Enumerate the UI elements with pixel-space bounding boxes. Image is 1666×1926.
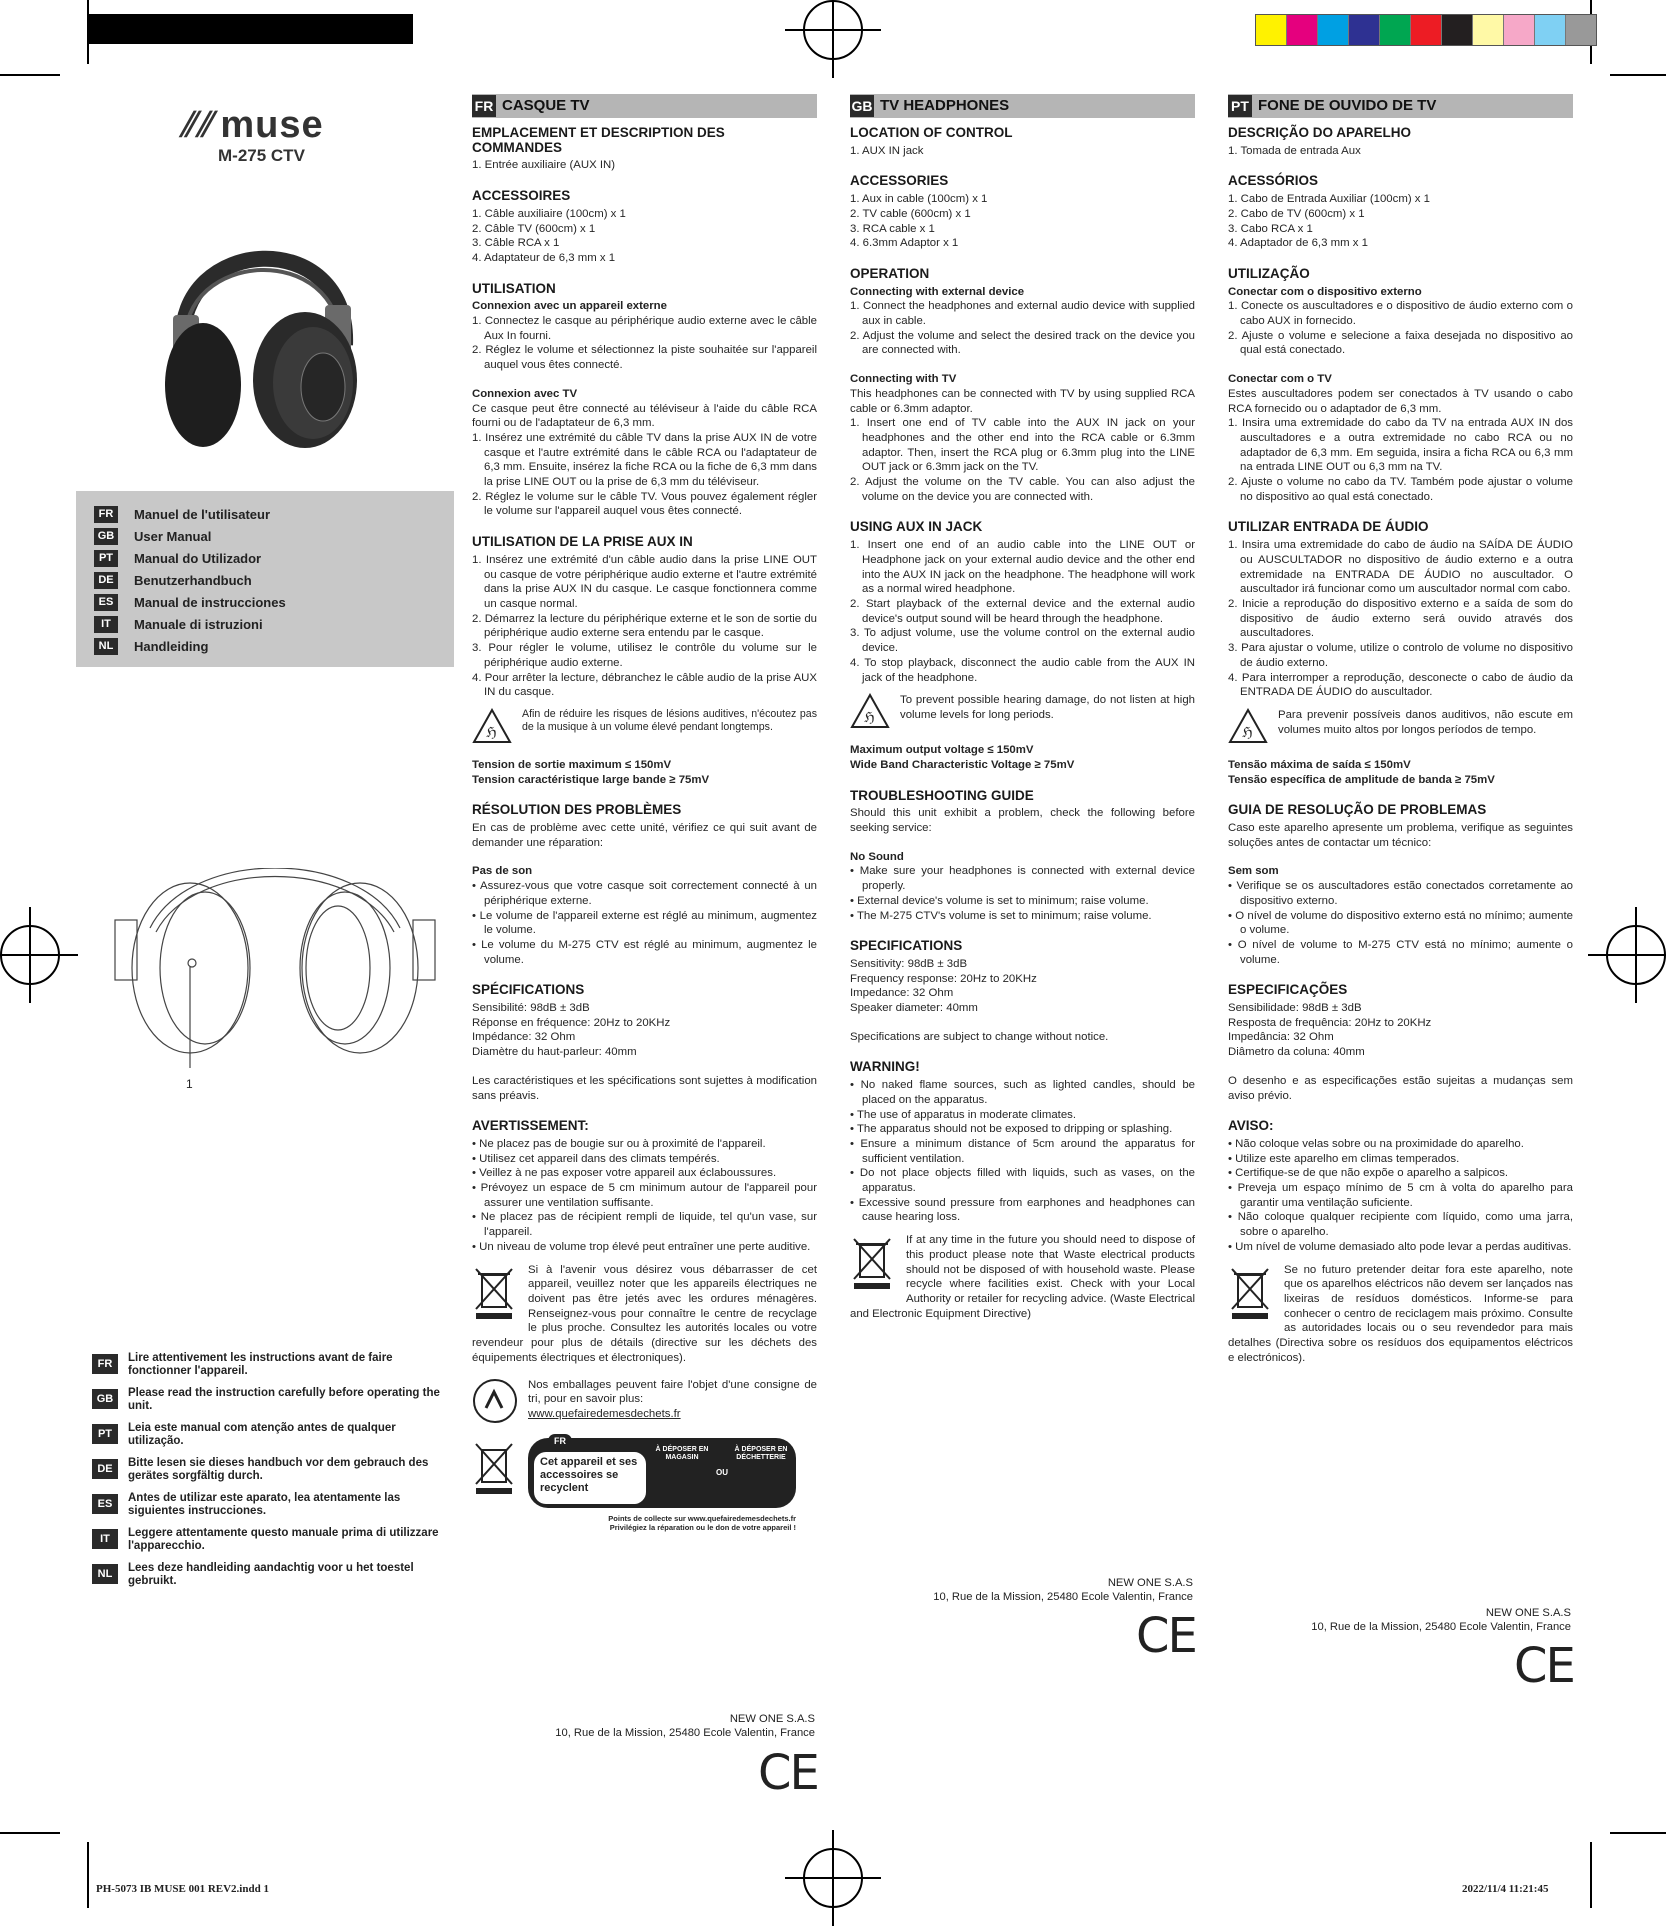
language-code: FR: [92, 1354, 118, 1374]
voltage-spec: Tensão específica de amplitude de banda ≥ 75mV: [1228, 773, 1495, 786]
heading: GUIA DE RESOLUÇÃO DE PROBLEMAS: [1228, 802, 1487, 818]
bullet-list: [472, 1137, 817, 1255]
list-item: 2. Adjust the volume on the TV cable. You can also adjust the volume on the device you are connected with.: [850, 476, 1195, 503]
recycle-store: À DÉPOSER EN MAGASIN: [655, 1445, 709, 1461]
color-swatch: [1504, 15, 1535, 45]
section-header: [850, 94, 1195, 118]
read-first-text: Please read the instruction carefully before operating the unit.: [128, 1387, 440, 1412]
list-item: 2. Inicie a reprodução do dispositivo externo e a saída de som do dispositivo de áudio externo será ouvido através dos auscultadores.: [1228, 597, 1573, 640]
list-item: Sensibilité: 98dB ± 3dB: [472, 1002, 590, 1015]
section-title: CASQUE TV: [502, 96, 590, 114]
heading: UTILIZAÇÃO: [1228, 265, 1310, 281]
list-item: 1. Insérez une extrémité d'un câble audio dans la prise LINE OUT ou casque de votre périphérique audio externe et l'autre extrémité dans la prise AUX IN du casque. Le casque fonctionnera comme un casque normal.: [472, 553, 817, 610]
list-item: • The M-275 CTV's volume is set to minimum; raise volume.: [850, 909, 1152, 922]
list-item: • O nível de volume do dispositivo externo está no mínimo; aumente o volume.: [1228, 909, 1573, 937]
read-first-item: [92, 1562, 452, 1588]
list-item: • Não coloque velas sobre ou na proximidade do aparelho.: [1228, 1137, 1524, 1150]
svg-text:ℌ: ℌ: [864, 710, 875, 727]
list-item: • Verifique se os auscultadores estão conectados corretamente ao dispositivo externo.: [1228, 880, 1573, 907]
language-code: NL: [94, 638, 118, 655]
heading: ESPECIFICAÇÕES: [1228, 982, 1348, 998]
list-item: Impedância: 32 Ohm: [1228, 1031, 1334, 1044]
specs-list: [1228, 1001, 1573, 1060]
section-title: FONE DE OUVIDO DE TV: [1258, 96, 1437, 114]
recycle-dump: À DÉPOSER EN DÉCHETTERIE: [734, 1445, 788, 1461]
crop-mark: [0, 74, 60, 76]
language-code: IT: [92, 1529, 118, 1549]
read-first-text: Lire attentivement les instructions avant de faire fonctionner l'appareil.: [128, 1352, 393, 1377]
heading: LOCATION OF CONTROL: [850, 125, 1013, 140]
list-item: 4. Para interromper a reprodução, desconecte o cabo de áudio da ENTRADA DE ÁUDIO do auscultador.: [1228, 671, 1573, 699]
list-item: 1. Insérez une extrémité du câble TV dans la prise AUX IN de votre casque et l'autre extrémité dans le câble RCA ou l'adaptateur de 6,3 mm. Ensuite, insérez la fiche RCA ou la fiche de 6,3 mm dans la prise LINE OUT ou la prise de 6,3 mm du téléviseur.: [472, 431, 817, 489]
language-code: NL: [92, 1564, 118, 1584]
registration-mark: [803, 1848, 863, 1908]
hearing-warning-icon: [1228, 708, 1268, 744]
recycle-title: Cet appareil et ses accessoires se recyclent: [540, 1455, 638, 1494]
list-item: 1. Insira uma extremidade do cabo de áudio na SAÍDA DE ÁUDIO ou AUSCULTADOR no dispositivo de áudio externo e a outra extremidade na ENTRADA DE ÁUDIO no auscultador. O auscultador irá funcionar como um auscultador normal com cabo.: [1228, 539, 1573, 596]
list-item: 1. Connect the headphones and external audio device with supplied aux in cable.: [850, 300, 1195, 328]
color-swatch: [1256, 15, 1287, 45]
company-name: NEW ONE S.A.S: [1107, 1577, 1193, 1589]
heading: WARNING!: [850, 1059, 920, 1075]
paragraph: O desenho e as especificações estão sujeitas a mudanças sem aviso prévio.: [1228, 1074, 1573, 1102]
language-label: Benutzerhandbuch: [134, 572, 252, 588]
svg-text:ℌ: ℌ: [486, 724, 497, 741]
crop-mark: [87, 1842, 89, 1908]
hearing-warning: [1228, 708, 1573, 744]
list-item: 3. Pour régler le volume, utilisez le contrôle du volume sur le périphérique audio externe.: [472, 642, 817, 669]
subheading: Conectar com o dispositivo externo: [1228, 285, 1422, 298]
heading: AVERTISSEMENT:: [472, 1118, 589, 1134]
heading: SPÉCIFICATIONS: [472, 982, 585, 998]
crop-mark: [1610, 74, 1666, 76]
file-slug: PH-5073 IB MUSE 001 REV2.indd 1: [96, 1883, 269, 1895]
weee-bin-icon: [472, 1265, 516, 1321]
specs-list: [850, 957, 1195, 1016]
hearing-warning: [850, 693, 1195, 729]
language-code: IT: [94, 616, 118, 633]
language-code: PT: [1228, 95, 1252, 117]
language-item: [94, 635, 454, 657]
language-code: DE: [92, 1459, 118, 1479]
language-code: FR: [94, 506, 118, 523]
language-label: Handleiding: [134, 638, 209, 654]
hearing-warning-icon: [850, 693, 890, 729]
paragraph: If at any time in the future you should need to dispose of this product please note that Waste electrical products should not be disposed of with household waste. Please recycle where facilities exist. Check with your Local Authority or retailer for recycling advice. (Waste Electrical and Electronic Equipment Directive): [850, 1234, 1195, 1320]
list-item: • Le volume du M-275 CTV est réglé au minimum, augmentez le volume.: [472, 938, 817, 966]
color-swatch: [1380, 15, 1411, 45]
steps-list: [1228, 299, 1573, 358]
list-item: Impedance: 32 Ohm: [850, 987, 954, 1000]
voltage-spec: Tension caractéristique large bande ≥ 75mV: [472, 773, 710, 786]
list-item: Diâmetro da coluna: 40mm: [1228, 1046, 1365, 1059]
list-item: 1. Câble auxiliaire (100cm) x 1: [472, 207, 626, 220]
language-code: PT: [94, 550, 118, 567]
crop-mark: [1590, 1842, 1592, 1908]
bullet-list: [1228, 879, 1573, 967]
color-swatch: [1535, 15, 1566, 45]
voltage-spec: Tension de sortie maximum ≤ 150mV: [472, 758, 672, 771]
list-item: • Assurez-vous que votre casque soit correctement connecté à un périphérique externe.: [472, 880, 817, 907]
subheading: Pas de son: [472, 865, 533, 878]
headphones-photo: [155, 195, 370, 465]
steps-list: [1228, 538, 1573, 700]
color-swatch: [1442, 15, 1473, 45]
company-block-pt: [1226, 1606, 1571, 1634]
heading: OPERATION: [850, 265, 930, 281]
heading: DESCRIÇÃO DO APARELHO: [1228, 125, 1412, 140]
list-item: 4. Adaptateur de 6,3 mm x 1: [472, 251, 616, 264]
paragraph: Estes auscultadores podem ser conectados à TV usando o cabo RCA fornecido ou o adaptador de 6,3 mm.: [1228, 387, 1573, 415]
list-item: 2. Démarrez la lecture du périphérique externe et le son de sortie du périphérique audio externe sera entendu par le casque.: [472, 612, 817, 640]
paragraph: Caso este aparelho apresente um problema, verifique as seguintes soluções antes de contactar um técnico:: [1228, 822, 1573, 849]
language-item: [94, 591, 454, 613]
weee-bin-icon: [472, 1438, 518, 1498]
triman-link[interactable]: www.quefairedemesdechets.fr: [528, 1407, 681, 1420]
list-item: Sensitivity: 98dB ± 3dB: [850, 957, 968, 970]
language-label: Manuale di istruzioni: [134, 616, 263, 632]
company-name: NEW ONE S.A.S: [729, 1713, 815, 1725]
voltage-spec: Wide Band Characteristic Voltage ≥ 75mV: [850, 758, 1075, 771]
list-item: 1. Aux in cable (100cm) x 1: [850, 193, 988, 206]
list-item: • Veillez à ne pas exposer votre appareil aux éclaboussures.: [472, 1167, 777, 1180]
list-item: 4. 6.3mm Adaptor x 1: [850, 237, 959, 250]
paragraph: En cas de problème avec cette unité, vérifiez ce qui suit avant de demander une réparation:: [472, 822, 817, 849]
list-item: Speaker diameter: 40mm: [850, 1002, 978, 1015]
recycle-or: OU: [716, 1467, 728, 1477]
language-label: Manual do Utilizador: [134, 550, 262, 566]
list-item: • Ensure a minimum distance of 5cm around the apparatus for sufficient ventilation.: [850, 1137, 1195, 1165]
language-item: [94, 503, 454, 525]
read-first-text: Leia este manual com atenção antes de qualquer utilização.: [128, 1422, 396, 1447]
crop-mark: [0, 1832, 60, 1834]
language-code: ES: [94, 594, 118, 611]
svg-text:ℌ: ℌ: [1242, 724, 1253, 741]
weee-bin-icon: [850, 1235, 894, 1291]
language-code: DE: [94, 572, 118, 589]
list-item: • Ne placez pas de récipient rempli de liquide, tel qu'un vase, sur l'appareil.: [472, 1211, 817, 1239]
list-item: 1. Conecte os auscultadores e o dispositivo de áudio externo com o cabo AUX in fornecido.: [1228, 300, 1573, 328]
crop-mark: [1610, 1832, 1666, 1834]
list-item: 2. Cabo de TV (600cm) x 1: [1228, 207, 1365, 220]
print-timestamp: 2022/11/4 11:21:45: [1462, 1883, 1549, 1895]
list-item: 4. To stop playback, disconnect the audio cable from the AUX IN jack of the headphone.: [850, 656, 1195, 684]
accessories-list: [472, 207, 817, 266]
list-item: Diamètre du haut-parleur: 40mm: [472, 1046, 637, 1059]
list-item: 4. Pour arrêter la lecture, débranchez le câble audio de la prise AUX IN du casque.: [472, 671, 817, 699]
language-item: [94, 613, 454, 635]
subheading: Connecting with TV: [850, 373, 957, 386]
list-item: • The apparatus should not be exposed to dripping or splashing.: [850, 1123, 1173, 1136]
list-item: • Não coloque qualquer recipiente com líquido, como uma jarra, sobre o aparelho.: [1228, 1211, 1573, 1239]
registration-mark: [1606, 925, 1666, 985]
language-label: Manuel de l'utilisateur: [134, 506, 271, 522]
country-badge: FR: [548, 1434, 572, 1448]
heading: TROUBLESHOOTING GUIDE: [850, 787, 1034, 803]
paragraph: Should this unit exhibit a problem, check the following before seeking service:: [850, 807, 1195, 835]
column-gb: [850, 94, 1195, 1321]
color-swatch: [1566, 15, 1596, 45]
language-item: [94, 525, 454, 547]
color-swatch: [1287, 15, 1318, 45]
list-item: • The use of apparatus in moderate climates.: [850, 1108, 1077, 1121]
company-name: NEW ONE S.A.S: [1485, 1607, 1571, 1619]
voltage-spec: Tensão máxima de saída ≤ 150mV: [1228, 758, 1411, 771]
language-label: Manual de instrucciones: [134, 594, 286, 610]
specs-list: [472, 1001, 817, 1060]
read-first-item: [92, 1457, 452, 1483]
language-code: PT: [92, 1424, 118, 1444]
list-item: 2. TV cable (600cm) x 1: [850, 207, 971, 220]
read-first-item: [92, 1352, 452, 1378]
read-first-notices: [92, 1352, 452, 1597]
list-item: 2. Ajuste o volume e selecione a faixa desejada no dispositivo ao qual está conectado.: [1228, 329, 1573, 357]
subheading: Connexion avec TV: [472, 387, 578, 400]
steps-list: [1228, 416, 1573, 504]
brand-logo: [180, 104, 324, 147]
ce-mark: CE: [758, 1745, 818, 1801]
language-item: [94, 547, 454, 569]
heading: UTILIZAR ENTRADA DE ÁUDIO: [1228, 519, 1429, 535]
company-address: 10, Rue de la Mission, 25480 Ecole Valentin, France: [1311, 1621, 1571, 1633]
list-item: 3. Cabo RCA x 1: [1228, 222, 1313, 235]
list-item: 2. Adjust the volume and select the desired track on the device you are connected with.: [850, 329, 1195, 357]
paragraph: Si à l'avenir vous désirez vous débarrasser de cet appareil, veuillez noter que les appareils électriques ne doivent pas être jetés avec les ordures ménagères. Renseignez-vous pour connaître le centre de recyclage le plus proche. Consultez les autorités locales ou votre revendeur pour plus de détails (directive sur les déchets des équipements électriques et électroniques).: [472, 1263, 817, 1364]
list-item: 3. Para ajustar o volume, utilize o controlo de volume no dispositivo de áudio externo.: [1228, 642, 1573, 669]
list-item: • Ne placez pas de bougie sur ou à proximité de l'appareil.: [472, 1137, 766, 1150]
list-item: 1. Insert one end of TV cable into the AUX IN jack on your headphones and the other end into the RCA cable or 6.3mm adaptor. Then, insert the RCA plug or 6.3mm plug into the LINE OUT jack or 6.3mm jack on the TV.: [850, 417, 1195, 474]
recycle-footnote: Privilégiez la réparation ou le don de votre appareil !: [609, 1522, 796, 1532]
language-list: [76, 491, 454, 667]
heading: SPECIFICATIONS: [850, 938, 963, 954]
model-name: M-275 CTV: [218, 146, 305, 165]
control-item: 1. Entrée auxiliaire (AUX IN): [472, 159, 616, 172]
read-first-text: Leggere attentamente questo manuale prima di utilizzare l'apparecchio.: [128, 1527, 439, 1552]
list-item: 2. Réglez le volume sur le câble TV. Vous pouvez également régler le volume sur l'appareil auquel vous êtes connecté.: [472, 490, 817, 518]
paragraph: Para prevenir possíveis danos auditivos, não escute em volumes muito altos por longos períodos de tempo.: [1278, 708, 1573, 736]
language-code: FR: [472, 95, 496, 117]
read-first-item: [92, 1387, 452, 1413]
list-item: 2. Start playback of the external device and the external audio device's output sound will be heard through the headphone.: [850, 597, 1195, 625]
list-item: • Do not place objects filled with liquids, such as vases, on the apparatus.: [850, 1167, 1195, 1195]
list-item: 3. To adjust volume, use the volume control on the external audio device.: [850, 627, 1195, 655]
subheading: Connexion avec un appareil externe: [472, 300, 667, 313]
language-code: GB: [850, 95, 874, 117]
weee-notice: [850, 1233, 1195, 1321]
accessories-list: [1228, 192, 1573, 251]
list-item: • Excessive sound pressure from earphones and headphones can cause hearing loss.: [850, 1196, 1195, 1224]
logo-mark-icon: ⫽⫽: [180, 106, 213, 144]
read-first-text: Antes de utilizar este aparato, lea atentamente las siguientes instrucciones.: [128, 1492, 401, 1517]
list-item: • Make sure your headphones is connected with external device properly.: [850, 865, 1195, 893]
steps-list: [472, 553, 817, 700]
list-item: • Prévoyez un espace de 5 cm minimum autour de l'appareil pour assurer une ventilation suffisante.: [472, 1182, 817, 1209]
heading: ACCESSORIES: [850, 173, 949, 189]
read-first-text: Bitte lesen sie dieses handbuch vor dem gebrauch des gerätes sorgfältig durch.: [128, 1457, 429, 1482]
language-code: GB: [92, 1389, 118, 1409]
list-item: Réponse en fréquence: 20Hz to 20KHz: [472, 1016, 671, 1029]
color-swatch: [1318, 15, 1349, 45]
subheading: Sem som: [1228, 865, 1279, 878]
language-code: GB: [94, 528, 118, 545]
list-item: Impédance: 32 Ohm: [472, 1031, 576, 1044]
language-item: [94, 569, 454, 591]
triman-icon: [472, 1378, 518, 1424]
list-item: 1. Cabo de Entrada Auxiliar (100cm) x 1: [1228, 193, 1430, 206]
section-title: TV HEADPHONES: [880, 96, 1010, 114]
bullet-list: [472, 879, 817, 967]
registration-mark: [0, 925, 60, 985]
print-bar: [88, 14, 413, 44]
list-item: • Um nível de volume demasiado alto pode levar a perdas auditivas.: [1228, 1240, 1572, 1253]
heading: RÉSOLUTION DES PROBLÈMES: [472, 802, 682, 818]
list-item: Resposta de frequência: 20Hz to 20KHz: [1228, 1016, 1432, 1029]
ce-mark: CE: [1514, 1638, 1574, 1694]
weee-notice: [1228, 1263, 1573, 1366]
list-item: Frequency response: 20Hz to 20KHz: [850, 972, 1037, 985]
ce-mark: CE: [1136, 1608, 1196, 1664]
recycle-footnote: Points de collecte sur www.quefairedemesdechets.fr: [608, 1513, 796, 1523]
control-item: 1. AUX IN jack: [850, 144, 924, 157]
subheading: Conectar com o TV: [1228, 373, 1332, 386]
list-item: 3. RCA cable x 1: [850, 222, 935, 235]
company-block-gb: [848, 1576, 1193, 1604]
heading: ACCESSOIRES: [472, 188, 571, 204]
paragraph: Specifications are subject to change without notice.: [850, 1030, 1109, 1043]
list-item: • Certifique-se de que não expõe o aparelho a salpicos.: [1228, 1167, 1509, 1180]
column-fr: [472, 94, 817, 1534]
weee-bin-icon: [1228, 1265, 1272, 1321]
list-item: • Utilisez cet appareil dans des climats tempérés.: [472, 1152, 720, 1165]
recycling-info-logo: [472, 1434, 817, 1534]
list-item: • Le volume de l'appareil externe est réglé au minimum, augmentez le volume.: [472, 909, 817, 937]
paragraph: Nos emballages peuvent faire l'objet d'une consigne de tri, pour en savoir plus:: [528, 1378, 817, 1406]
list-item: • O nível de volume to M-275 CTV está no mínimo; aumente o volume.: [1228, 938, 1573, 966]
language-label: User Manual: [134, 528, 212, 544]
list-item: • Un niveau de volume trop élevé peut entraîner une perte auditive.: [472, 1240, 811, 1253]
list-item: 1. Insert one end of an audio cable into the LINE OUT or Headphone jack on your external audio device and the other end into the AUX IN jack on the headphone. The headphone will work as a normal wired headphone.: [850, 539, 1195, 596]
list-item: • No naked flame sources, such as lighted candles, should be placed on the apparatus.: [850, 1079, 1195, 1106]
paragraph: Afin de réduire les risques de lésions auditives, n'écoutez pas de la musique à un volume élevé pendant longtemps.: [522, 707, 817, 733]
paragraph: This headphones can be connected with TV by using supplied RCA cable or 6.3mm adaptor.: [850, 387, 1195, 415]
paragraph: Ce casque peut être connecté au téléviseur à l'aide du câble RCA fourni ou de l'adaptateur de 6,3 mm.: [472, 402, 817, 430]
color-swatch: [1411, 15, 1442, 45]
voltage-spec: Maximum output voltage ≤ 150mV: [850, 744, 1034, 757]
paragraph: Les caractéristiques et les spécifications sont sujettes à modification sans préavis.: [472, 1074, 817, 1102]
color-swatches: [1255, 14, 1597, 46]
steps-list: [850, 416, 1195, 504]
heading: AVISO:: [1228, 1118, 1274, 1134]
read-first-item: [92, 1492, 452, 1518]
list-item: 1. Connectez le casque au périphérique audio externe avec le câble Aux In fourni.: [472, 315, 817, 342]
registration-mark: [803, 0, 863, 60]
list-item: 4. Adaptador de 6,3 mm x 1: [1228, 237, 1368, 250]
hearing-warning: [472, 708, 817, 744]
hearing-warning-icon: [472, 708, 512, 744]
company-block-fr: [470, 1712, 815, 1740]
heading: UTILISATION: [472, 280, 556, 296]
paragraph: To prevent possible hearing damage, do not listen at high volume levels for long periods.: [900, 694, 1195, 721]
list-item: 3. Câble RCA x 1: [472, 237, 560, 250]
subheading: Connecting with external device: [850, 285, 1025, 298]
list-item: 1. Insira uma extremidade do cabo da TV na entrada AUX IN dos auscultadores e a outra extremidade no cabo RCA ou no adaptador de 6,3 mm. Em seguida, insira a ficha RCA ou 6,3 mm na entrada LINE OUT ou 6,3 mm na TV.: [1228, 417, 1573, 474]
list-item: 2. Réglez le volume et sélectionnez la piste souhaitée sur l'appareil auquel vous êtes connecté.: [472, 344, 817, 372]
read-first-text: Lees deze handleiding aandachtig voor u het toestel gebruikt.: [128, 1562, 414, 1587]
brand-name: muse: [220, 104, 324, 146]
weee-notice: [472, 1263, 817, 1366]
company-address: 10, Rue de la Mission, 25480 Ecole Valentin, France: [555, 1727, 815, 1739]
accessories-list: [850, 192, 1195, 251]
heading: USING AUX IN JACK: [850, 519, 983, 535]
bullet-list: [1228, 1137, 1573, 1255]
bullet-list: [850, 1078, 1195, 1225]
read-first-item: [92, 1527, 452, 1553]
steps-list: [472, 431, 817, 519]
paragraph: Se no futuro pretender deitar fora este aparelho, note que os aparelhos eléctricos não devem ser lançados nas lixeiras de resíduos domésticos. Informe-se para conhecer o centro de reciclagem mais próximo. Consulte as autoridades locais ou o seu revendedor para mais detalhes (Directiva sobre os resíduos dos equipamentos eléctricos e electrónicos).: [1228, 1263, 1573, 1364]
bullet-list: [850, 864, 1195, 923]
list-item: • Preveja um espaço mínimo de 5 cm à volta do aparelho para garantir uma ventilação suficiente.: [1228, 1182, 1573, 1209]
list-item: 2. Câble TV (600cm) x 1: [472, 222, 596, 235]
section-header: [472, 94, 817, 118]
company-address: 10, Rue de la Mission, 25480 Ecole Valentin, France: [933, 1591, 1193, 1603]
list-item: • Utilize este aparelho em climas temperados.: [1228, 1152, 1460, 1165]
list-item: 2. Ajuste o volume no cabo da TV. Também pode ajustar o volume no dispositivo ao qual está conectado.: [1228, 476, 1573, 503]
section-header: [1228, 94, 1573, 118]
color-swatch: [1349, 15, 1380, 45]
subheading: No Sound: [850, 850, 904, 863]
list-item: Sensibilidade: 98dB ± 3dB: [1228, 1002, 1362, 1015]
language-code: ES: [92, 1494, 118, 1514]
column-pt: [1228, 94, 1573, 1366]
headphones-diagram: [110, 868, 440, 1078]
steps-list: [850, 299, 1195, 358]
control-item: 1. Tomada de entrada Aux: [1228, 144, 1361, 157]
heading: UTILISATION DE LA PRISE AUX IN: [472, 534, 693, 550]
steps-list: [850, 538, 1195, 685]
diagram-callout: 1: [186, 1077, 193, 1091]
triman-notice: [472, 1378, 817, 1424]
color-swatch: [1473, 15, 1504, 45]
read-first-item: [92, 1422, 452, 1448]
heading: ACESSÓRIOS: [1228, 173, 1319, 189]
steps-list: [472, 314, 817, 373]
list-item: • External device's volume is set to minimum; raise volume.: [850, 894, 1149, 907]
heading: EMPLACEMENT ET DESCRIPTION DES COMMANDES: [472, 125, 725, 155]
